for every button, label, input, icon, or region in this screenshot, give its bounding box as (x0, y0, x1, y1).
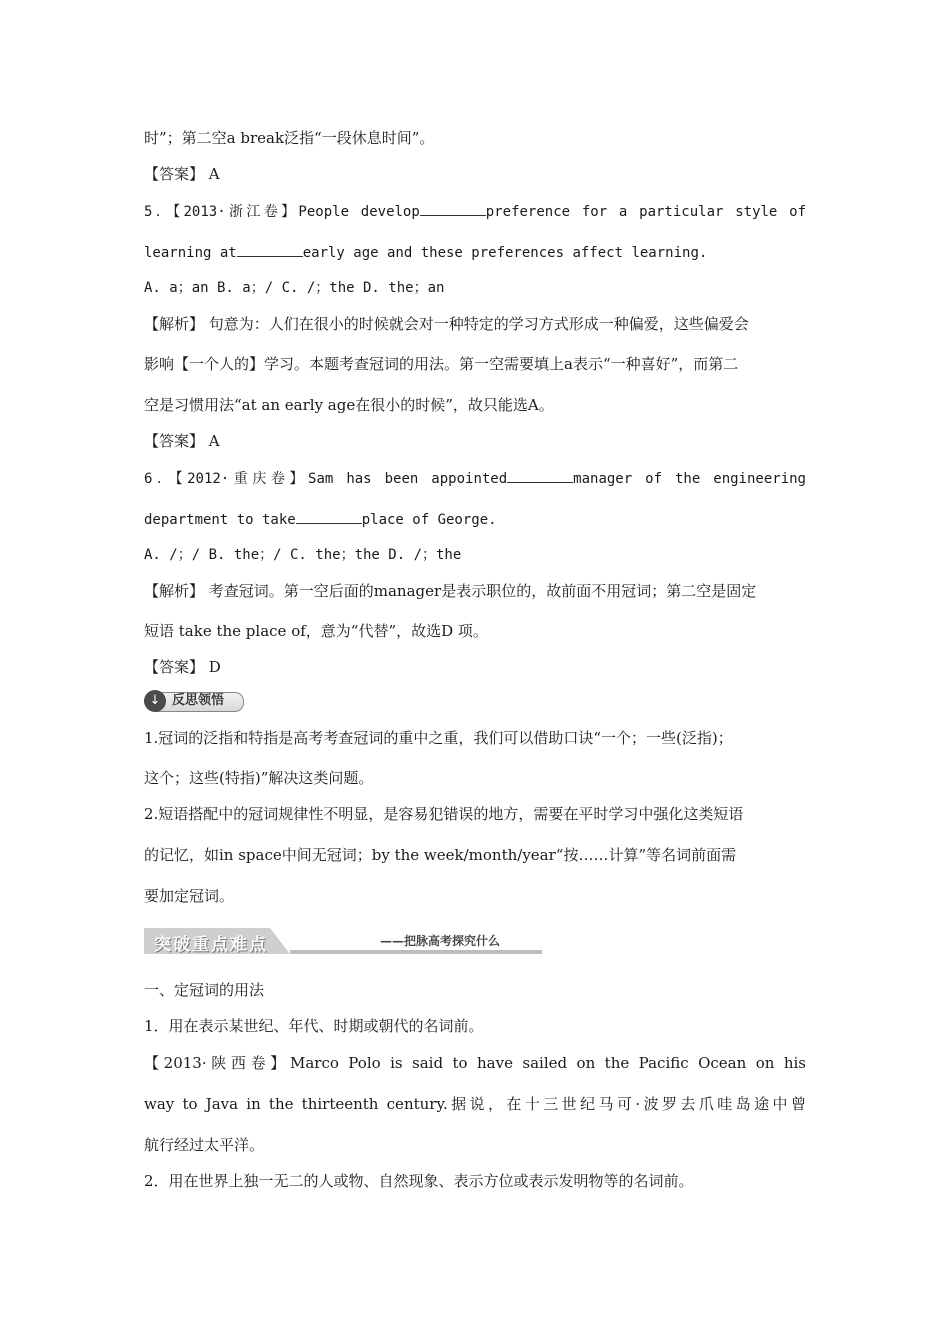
question-text: department to take (144, 512, 296, 528)
question-text: early age and these preferences affect learning. (302, 245, 708, 261)
badge-label: 反思领悟 (172, 693, 225, 708)
example-line: way to Java in the thirteenth century.据说，在十三世纪马可·波罗去爪哇岛途中曾 (144, 1095, 806, 1113)
reflection-line: 2.短语搭配中的冠词规律性不明显，是容易犯错误的地方，需要在平时学习中强化这类短语 (144, 805, 744, 823)
question-6-line1 (144, 468, 806, 489)
text-line: 时”；第二空a break泛指“一段休息时间”。 (144, 129, 435, 147)
section-title: 突破重点难点 (154, 935, 268, 955)
question-5-line1 (144, 201, 806, 222)
download-arrow-icon: ↓ (144, 690, 166, 712)
blank (507, 468, 573, 483)
rule-line: 1．用在表示某世纪、年代、时期或朝代的名词前。 (144, 1017, 484, 1035)
rule-line: 2．用在世界上独一无二的人或物、自然现象、表示方位或表示发明物等的名词前。 (144, 1172, 694, 1190)
question-6-line2 (144, 509, 497, 530)
reflection-line: 的记忆，如in space中间无冠词；by the week/month/year“按……计算”等名词前面需 (144, 846, 737, 864)
answer-line: 【答案】 A (144, 432, 220, 450)
explanation-line: 空是习惯用法“at an early age在很小的时候”，故只能选A。 (144, 396, 554, 414)
question-5-options: A. a；an B. a；/ C. /；the D. the；an (144, 280, 445, 296)
answer-line: 【答案】 A (144, 165, 220, 183)
question-text: 5．【2013·浙江卷】People develop (144, 204, 420, 220)
section-rule (290, 950, 542, 954)
question-text: preference for a particular style of (485, 204, 806, 220)
question-text: learning at (144, 245, 237, 261)
explanation-line: 【解析】 句意为：人们在很小的时候就会对一种特定的学习方式形成一种偏爱，这些偏爱会 (144, 315, 749, 333)
question-6-options: A. /；/ B. the；/ C. the；the D. /；the (144, 547, 462, 563)
blank (296, 509, 362, 524)
example-line: 【2013·陕西卷】Marco Polo is said to have sailed on the Pacific Ocean on his (144, 1054, 806, 1072)
reflection-badge (144, 690, 244, 712)
heading-line: 一、定冠词的用法 (144, 981, 265, 999)
question-text: place of George. (361, 512, 497, 528)
section-header (144, 928, 544, 956)
question-5-line2 (144, 242, 707, 263)
reflection-line: 要加定冠词。 (144, 887, 235, 905)
question-text: 6．【2012·重庆卷】Sam has been appointed (144, 471, 508, 487)
explanation-line: 【解析】 考查冠词。第一空后面的manager是表示职位的，故前面不用冠词；第二空是固定 (144, 582, 757, 600)
example-line: 航行经过太平洋。 (144, 1136, 265, 1154)
answer-line: 【答案】 D (144, 658, 221, 676)
reflection-line: 这个；这些(特指)”解决这类问题。 (144, 769, 374, 787)
explanation-line: 影响【一个人的】学习。本题考查冠词的用法。第一空需要填上a表示“一种喜好”，而第二 (144, 355, 739, 373)
blank (237, 242, 303, 257)
blank (420, 201, 486, 216)
reflection-line: 1.冠词的泛指和特指是高考考查冠词的重中之重，我们可以借助口诀“一个；一些(泛指)； (144, 729, 733, 747)
explanation-line: 短语 take the place of，意为“代替”，故选D 项。 (144, 622, 488, 640)
section-subtitle: ——把脉高考探究什么 (380, 934, 501, 948)
question-text: manager of the engineering (573, 471, 806, 487)
